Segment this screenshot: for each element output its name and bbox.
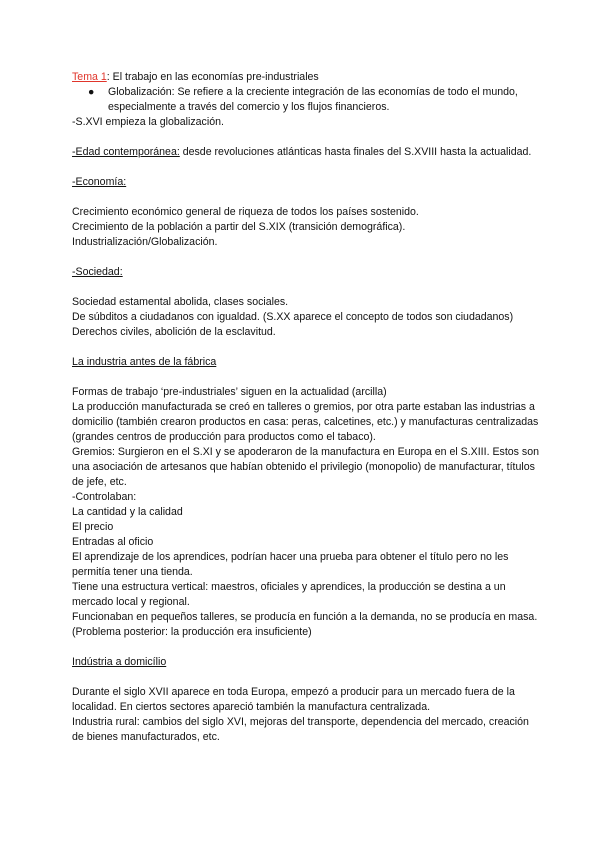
industry-line: Formas de trabajo ‘pre-industriales’ siguen en la actualidad (arcilla) bbox=[72, 386, 387, 398]
spacer bbox=[72, 250, 542, 265]
contemporary-age-heading: -Edad contemporánea: bbox=[72, 146, 180, 158]
spacer bbox=[72, 190, 542, 205]
industry-line: El precio bbox=[72, 521, 114, 533]
industry-line: Gremios: Surgieron en el S.XI y se apoderaron de la manufactura en Europa en el S.XIII. Estos son una asociación de artesanos que habían obtenido el privilegio (monopolio) de manufacturar, títulos de jefe, etc. bbox=[72, 446, 539, 488]
spacer bbox=[72, 670, 542, 685]
society-heading: -Sociedad: bbox=[72, 266, 123, 278]
economy-line: Industrialización/Globalización. bbox=[72, 236, 218, 248]
globalization-start-line: -S.XVI empieza la globalización. bbox=[72, 116, 224, 128]
home-industry-line: Industria rural: cambios del siglo XVI, mejoras del transporte, dependencia del mercado, creación de bienes manufacturados, etc. bbox=[72, 716, 529, 743]
industry-line: La cantidad y la calidad bbox=[72, 506, 183, 518]
spacer bbox=[72, 280, 542, 295]
society-line: De súbditos a ciudadanos con igualdad. (S.XX aparece el concepto de todos son ciudadanos) bbox=[72, 311, 514, 323]
contemporary-age-paragraph bbox=[72, 145, 542, 160]
home-industry-heading: Indústria a domicílio bbox=[72, 656, 167, 668]
home-industry-line: Durante el siglo XVII aparece en toda Europa, empezó a producir para un mercado fuera de la localidad. En ciertos sectores apareció también la manufactura centralizada. bbox=[72, 686, 515, 713]
spacer bbox=[72, 160, 542, 175]
industry-line: Entradas al oficio bbox=[72, 536, 154, 548]
spacer bbox=[72, 640, 542, 655]
contemporary-age-text: desde revoluciones atlánticas hasta finales del S.XVIII hasta la actualidad. bbox=[179, 146, 532, 158]
industry-line: El aprendizaje de los aprendices, podrían hacer una prueba para obtener el título pero no les permitía tener una tienda. bbox=[72, 551, 509, 578]
bullet-text: Globalización: Se refiere a la creciente integración de las economías de todo el mundo, especialmente a través del comercio y los flujos financieros. bbox=[108, 86, 518, 113]
economy-line: Crecimiento económico general de riqueza de todos los países sostenido. bbox=[72, 206, 419, 218]
topic-title-line bbox=[72, 70, 542, 85]
industry-line: La producción manufacturada se creó en talleres o gremios, por otra parte estaban las industrias a domicilio (también crearon productos en casa: peras, calcetines, etc.) y manufacturas centralizadas (grandes centros de producción para productos como el tabaco). bbox=[72, 401, 539, 443]
industry-line: -Controlaban: bbox=[72, 491, 137, 503]
society-line: Sociedad estamental abolida, clases sociales. bbox=[72, 296, 289, 308]
industry-heading: La industria antes de la fábrica bbox=[72, 356, 217, 368]
topic-label: Tema 1 bbox=[72, 71, 107, 83]
topic-title: : El trabajo en las economías pre-industriales bbox=[106, 71, 319, 83]
society-line: Derechos civiles, abolición de la esclavitud. bbox=[72, 326, 276, 338]
industry-line: Funcionaban en pequeños talleres, se producía en función a la demanda, no se producía en masa. (Problema posterior: la producción era insuficiente) bbox=[72, 611, 538, 638]
spacer bbox=[72, 130, 542, 145]
economy-heading: -Economía: bbox=[72, 176, 127, 188]
industry-line: Tiene una estructura vertical: maestros, oficiales y aprendices, la producción se destina a un mercado local y regional. bbox=[72, 581, 506, 608]
document-page bbox=[72, 70, 542, 745]
spacer bbox=[72, 340, 542, 355]
bullet-dot-icon: ● bbox=[88, 86, 95, 98]
spacer bbox=[72, 370, 542, 385]
bullet-item bbox=[72, 85, 542, 115]
economy-line: Crecimiento de la población a partir del S.XIX (transición demográfica). bbox=[72, 221, 406, 233]
